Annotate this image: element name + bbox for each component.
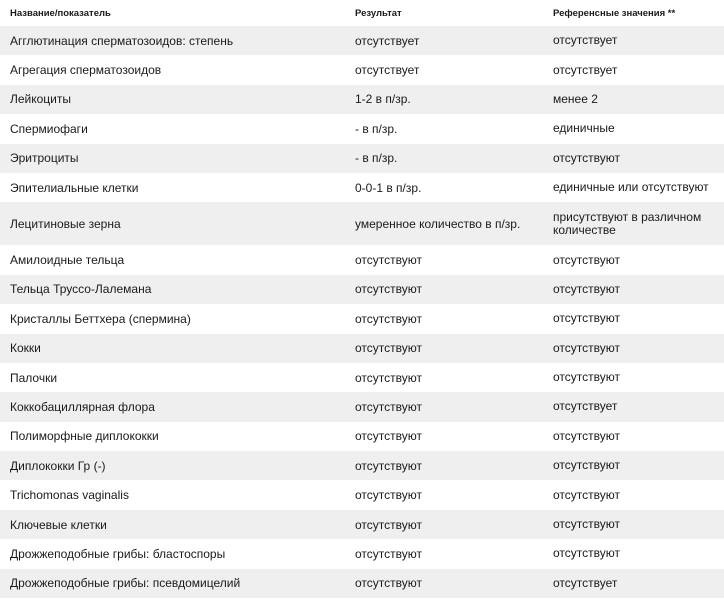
cell-name: Кристаллы Беттхера (спермина) <box>10 311 191 326</box>
cell-name: Амилоидные тельца <box>10 253 125 268</box>
table-row <box>0 363 724 392</box>
cell-name: Дрожжеподобные грибы: бластоспоры <box>10 546 226 561</box>
table-row <box>0 144 724 173</box>
cell-reference: отсутствуют <box>553 517 620 532</box>
cell-result: отсутствуют <box>355 370 422 385</box>
table-row <box>0 245 724 274</box>
cell-reference: отсутствуют <box>553 252 620 267</box>
cell-result: отсутствует <box>355 63 420 78</box>
table-row <box>0 334 724 363</box>
cell-name: Агглютинация сперматозоидов: степень <box>10 33 234 48</box>
cell-reference: единичные <box>553 121 615 136</box>
cell-reference: отсутствуют <box>553 487 620 502</box>
table-row <box>0 569 724 598</box>
header-result: Результат <box>355 7 402 19</box>
cell-reference: единичные или отсутствуют <box>553 180 709 195</box>
table-row <box>0 26 724 55</box>
table-row <box>0 422 724 451</box>
cell-reference: отсутствует <box>553 33 618 48</box>
table-row <box>0 510 724 539</box>
cell-result: умеренное количество в п/зр. <box>355 216 521 231</box>
table-row <box>0 114 724 143</box>
cell-reference: отсутствует <box>553 575 618 590</box>
cell-reference: отсутствуют <box>553 150 620 165</box>
cell-reference: менее 2 <box>553 91 598 106</box>
cell-result: отсутствуют <box>355 341 422 356</box>
cell-result: - в п/зр. <box>355 121 398 136</box>
header-name: Название/показатель <box>10 7 111 19</box>
cell-name: Trichomonas vaginalis <box>10 488 129 503</box>
cell-result: отсутствуют <box>355 311 422 326</box>
cell-name: Ключевые клетки <box>10 517 107 532</box>
cell-result: отсутствуют <box>355 282 422 297</box>
table-header <box>0 0 724 26</box>
table-row <box>0 451 724 480</box>
cell-name: Палочки <box>10 370 58 385</box>
cell-name: Тельца Труссо-Лалемана <box>10 282 152 297</box>
cell-result: отсутствуют <box>355 253 422 268</box>
cell-result: 1-2 в п/зр. <box>355 92 411 107</box>
cell-reference: отсутствуют <box>553 546 620 561</box>
table-row <box>0 275 724 304</box>
cell-result: отсутствуют <box>355 517 422 532</box>
cell-result: 0-0-1 в п/зр. <box>355 180 422 195</box>
cell-result: отсутствуют <box>355 458 422 473</box>
cell-result: отсутствует <box>355 33 420 48</box>
cell-name: Полиморфные диплококки <box>10 429 159 444</box>
cell-reference: отсутствуют <box>553 281 620 296</box>
cell-reference: отсутствует <box>553 399 618 414</box>
cell-result: отсутствуют <box>355 576 422 591</box>
cell-reference: отсутствуют <box>553 458 620 473</box>
cell-reference: присутствуют в различном количестве <box>553 209 702 237</box>
cell-name: Лецитиновые зерна <box>10 216 121 231</box>
cell-result: - в п/зр. <box>355 151 398 166</box>
cell-reference: отсутствуют <box>553 311 620 326</box>
cell-name: Лейкоциты <box>10 92 72 107</box>
table-row <box>0 55 724 84</box>
cell-name: Эритроциты <box>10 151 79 166</box>
cell-result: отсутствуют <box>355 488 422 503</box>
cell-reference: отсутствуют <box>553 370 620 385</box>
table-row <box>0 539 724 568</box>
cell-name: Спермиофаги <box>10 121 88 136</box>
table-row <box>0 173 724 202</box>
table-row <box>0 480 724 509</box>
cell-reference: отсутствуют <box>553 428 620 443</box>
cell-result: отсутствуют <box>355 399 422 414</box>
table-row <box>0 85 724 114</box>
cell-name: Коккобациллярная флора <box>10 399 155 414</box>
table-row <box>0 392 724 421</box>
table-body <box>0 26 724 598</box>
table-row <box>0 202 724 245</box>
cell-name: Агрегация сперматозоидов <box>10 63 162 78</box>
cell-result: отсутствуют <box>355 429 422 444</box>
cell-result: отсутствуют <box>355 546 422 561</box>
cell-name: Дрожжеподобные грибы: псевдомицелий <box>10 576 241 591</box>
cell-reference: отсутствует <box>553 62 618 77</box>
cell-reference: отсутствуют <box>553 340 620 355</box>
table-row <box>0 304 724 333</box>
cell-name: Диплококки Гр (-) <box>10 458 106 473</box>
header-reference: Референсные значения ** <box>553 7 676 19</box>
cell-name: Эпителиальные клетки <box>10 180 139 195</box>
cell-name: Кокки <box>10 341 41 356</box>
